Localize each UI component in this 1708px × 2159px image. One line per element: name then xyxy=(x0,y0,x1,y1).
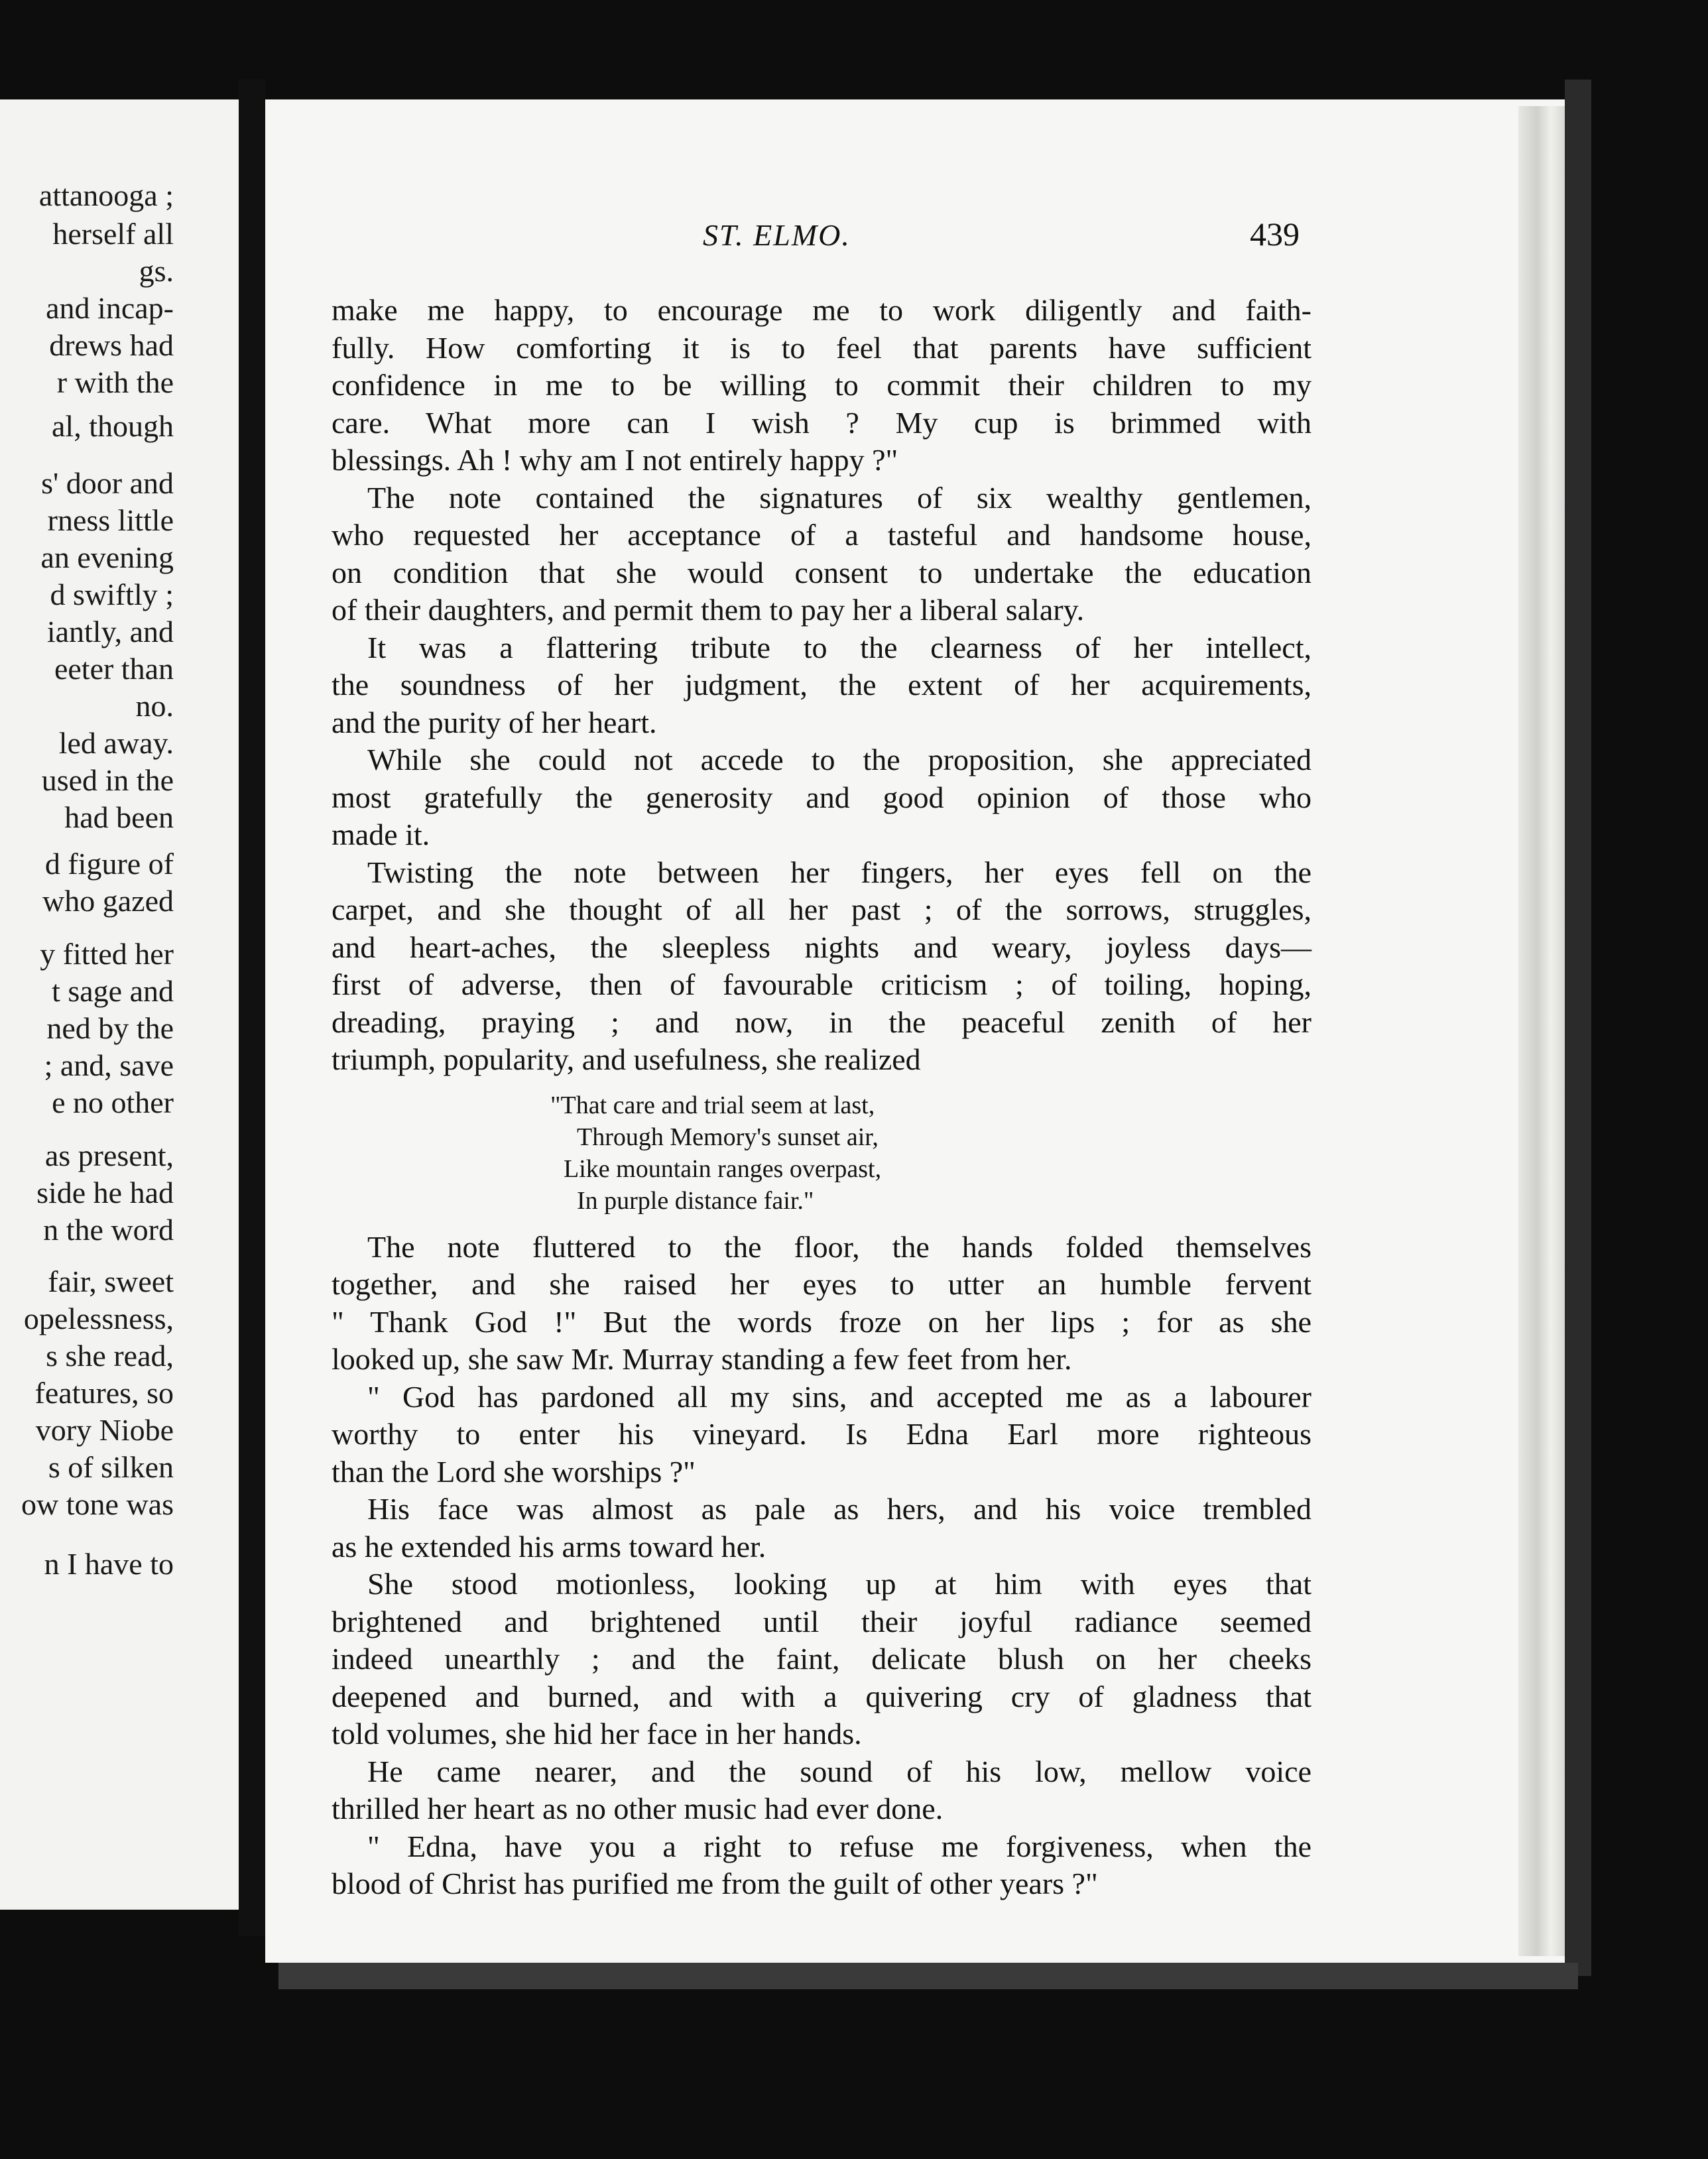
text-line: The note contained the signatures of six wealthy gentlemen, xyxy=(367,480,1312,515)
left-page-line: rness little xyxy=(47,503,174,537)
text-line: triumph, popularity, and usefulness, she realized xyxy=(332,1042,921,1076)
text-line: The note fluttered to the floor, the hands folded themselves xyxy=(367,1229,1312,1264)
poem-line: "That care and trial seem at last, xyxy=(550,1091,875,1119)
left-page-line: as present, xyxy=(44,1139,174,1172)
text-line: He came nearer, and the sound of his low, mellow voice xyxy=(367,1754,1312,1788)
text-line: dreading, praying ; and now, in the peaceful zenith of her xyxy=(332,1005,1312,1039)
left-page-fragment xyxy=(0,99,239,1910)
left-page-line: opelessness, xyxy=(23,1302,174,1335)
text-line: care. What more can I wish ? My cup is brimmed with xyxy=(332,405,1312,440)
left-page-line: ; and, save xyxy=(44,1048,174,1082)
text-line: than the Lord she worships ?" xyxy=(332,1454,696,1489)
left-page-line: iantly, and xyxy=(46,615,174,648)
text-line: of their daughters, and permit them to pay her a liberal salary. xyxy=(332,593,1085,627)
text-line: brightened and brightened until their joyful radiance seemed xyxy=(332,1604,1312,1638)
text-line: carpet, and she thought of all her past ; of the sorrows, struggles, xyxy=(332,893,1312,926)
text-line: most gratefully the generosity and good opinion of those who xyxy=(332,780,1312,814)
left-page-line: gs. xyxy=(139,254,174,288)
text-line: blessings. Ah ! why am I not entirely happy ?" xyxy=(332,443,898,477)
text-line: " Thank God !" But the words froze on her lips ; for as she xyxy=(332,1304,1312,1339)
left-page-line: s of silken xyxy=(48,1450,174,1484)
page-edge-stack xyxy=(1518,106,1565,1956)
left-page-line: an evening xyxy=(40,540,174,574)
poem-line: In purple distance fair." xyxy=(577,1186,814,1215)
text-line: make me happy, to encourage me to work diligently and faith- xyxy=(332,293,1312,327)
left-page-line: herself all xyxy=(52,217,174,251)
left-page-line: s' door and xyxy=(41,466,174,500)
text-line: blood of Christ has purified me from the guilt of other years ?" xyxy=(332,1867,1098,1900)
poem-quotation xyxy=(332,1089,1312,1217)
body-paragraphs-before-poem xyxy=(332,292,1312,1079)
poem-line: Like mountain ranges overpast, xyxy=(564,1154,882,1183)
left-page-line: ned by the xyxy=(46,1011,174,1045)
text-line: told volumes, she hid her face in her hands. xyxy=(332,1717,862,1751)
book-gutter xyxy=(239,80,265,1936)
text-line: the soundness of her judgment, the extent of her acquirements, xyxy=(332,668,1312,702)
left-page-line: eeter than xyxy=(54,652,174,686)
text-line: looked up, she saw Mr. Murray standing a few feet from her. xyxy=(332,1342,1072,1376)
text-line: thrilled her heart as no other music had ever done. xyxy=(332,1792,944,1825)
left-page-line: r with the xyxy=(56,365,174,399)
left-page-line: had been xyxy=(64,800,174,834)
text-line: While she could not accede to the proposition, she appreciated xyxy=(367,743,1312,776)
book-cover-edge xyxy=(1565,80,1591,1976)
left-page-line: used in the xyxy=(41,763,174,797)
text-line: fully. How comforting it is to feel that parents have sufficient xyxy=(332,330,1312,365)
left-page-line: vory Niobe xyxy=(35,1413,174,1447)
left-page-line: features, so xyxy=(34,1376,174,1410)
text-line: first of adverse, then of favourable criticism ; of toiling, hoping, xyxy=(332,967,1312,1001)
left-page-line: no. xyxy=(135,689,174,723)
book-bottom-edge xyxy=(278,1963,1578,1989)
left-page-line: ow tone was xyxy=(21,1487,174,1521)
running-head: ST. ELMO. xyxy=(703,218,851,252)
text-line: who requested her acceptance of a tasteful and handsome house, xyxy=(332,518,1312,552)
text-line: She stood motionless, looking up at him with eyes that xyxy=(367,1567,1312,1601)
left-page-line: led away. xyxy=(58,726,174,760)
text-line: His face was almost as pale as hers, and his voice trembled xyxy=(367,1492,1312,1526)
text-line: Twisting the note between her fingers, her eyes fell on the xyxy=(367,855,1312,889)
text-line: and the purity of her heart. xyxy=(332,705,657,739)
left-page-line: drews had xyxy=(49,328,174,362)
left-page-line: fair, sweet xyxy=(48,1265,174,1298)
text-line: confidence in me to be willing to commit their children to my xyxy=(332,368,1312,402)
left-page-line: d figure of xyxy=(44,847,174,881)
text-line: as he extended his arms toward her. xyxy=(332,1529,766,1564)
text-line: and heart-aches, the sleepless nights and weary, joyless days— xyxy=(332,930,1312,964)
left-page-line: al, though xyxy=(52,409,174,443)
left-page-line: n I have to xyxy=(44,1547,174,1581)
left-page-line: attanooga ; xyxy=(38,178,174,212)
left-page-line: who gazed xyxy=(42,884,174,918)
page-number: 439 xyxy=(1250,216,1300,253)
left-page-line: side he had xyxy=(36,1176,174,1209)
left-page-line: t sage and xyxy=(52,974,174,1008)
text-line: " God has pardoned all my sins, and accepted me as a labourer xyxy=(367,1379,1312,1414)
left-page-line: n the word xyxy=(43,1213,174,1247)
text-line: " Edna, have you a right to refuse me forgiveness, when the xyxy=(367,1829,1312,1863)
text-line: It was a flattering tribute to the clearness of her intellect, xyxy=(367,630,1312,664)
text-line: on condition that she would consent to undertake the education xyxy=(332,555,1312,589)
text-line: together, and she raised her eyes to utter an humble fervent xyxy=(332,1267,1312,1301)
left-page-line: e no other xyxy=(52,1085,174,1119)
left-page-line: y fitted her xyxy=(40,937,174,971)
poem-line: Through Memory's sunset air, xyxy=(577,1123,879,1151)
text-line: made it. xyxy=(332,818,430,851)
left-page-line: and incap- xyxy=(46,291,174,325)
text-line: worthy to enter his vineyard. Is Edna Earl more righteous xyxy=(332,1417,1312,1451)
left-page-line: s she read, xyxy=(46,1339,174,1373)
text-line: indeed unearthly ; and the faint, delicate blush on her cheeks xyxy=(332,1642,1312,1676)
text-line: deepened and burned, and with a quivering cry of gladness that xyxy=(332,1679,1312,1713)
body-paragraphs-after-poem xyxy=(332,1229,1312,1903)
left-page-line: d swiftly ; xyxy=(50,578,174,611)
page-body-text xyxy=(332,292,1312,1903)
